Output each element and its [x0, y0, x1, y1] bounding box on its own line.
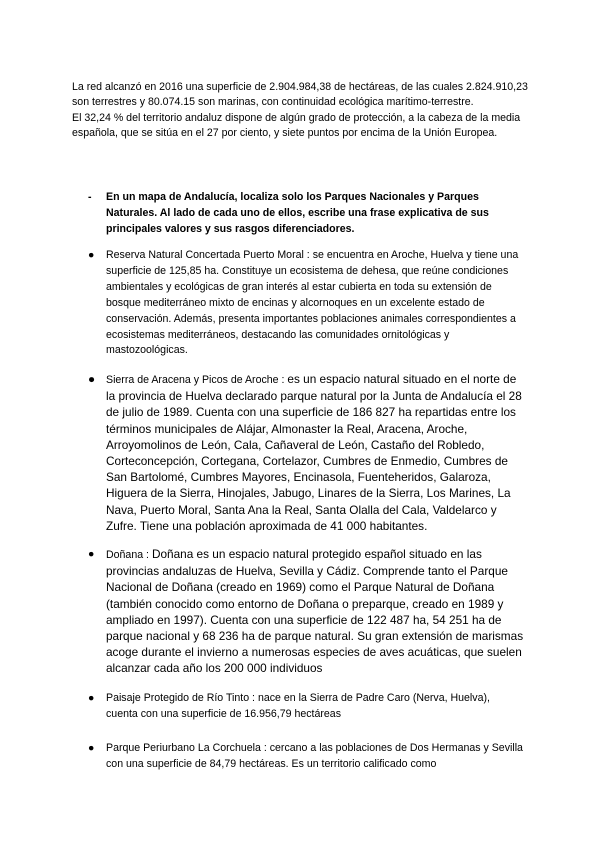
task-instruction [88, 190, 528, 237]
list-item-separator: : [278, 374, 288, 386]
list-item-name: Parque Periurbano La Corchuela [106, 742, 261, 754]
list-item-separator: : [143, 549, 152, 561]
list-item-text: se encuentra en Aroche, Huelva y tiene una superficie de 125,85 ha. Constituye un ecosistema de dehesa, que reúne condiciones ambientales y ecológicas de gran interés al estar cubierta en toda su extensión de bosque mediterráneo mixto de encinas y alcornoques en un excelente estado de conservación. Además, presenta importantes poblaciones animales correspondientes a ecosistemas mediterráneos, destacando las comunidades ornitológicas y mastozoológicas. [106, 249, 519, 357]
list-item-content [106, 371, 524, 534]
dash-marker: - [88, 191, 92, 203]
task-text: En un mapa de Andalucía, localiza solo los Parques Nacionales y Parques Naturales. Al lado de cada uno de ellos, escribe una frase explicativa de sus principales valores y sus rasgos diferenciadores. [106, 191, 489, 235]
list-item-puerto-moral [88, 248, 524, 359]
list-item-rio-tinto [88, 691, 524, 723]
bullet-icon: ● [88, 249, 95, 261]
list-item-separator: : [303, 249, 313, 261]
list-item-separator: : [260, 742, 270, 754]
intro-paragraph-network: La red alcanzó en 2016 una superficie de 2.904.984,38 de hectáreas, de las cuales 2.824.910,23 son terrestres y 80.074.15 son marinas, con continuidad ecológica marítimo-terrestre. [72, 81, 528, 109]
list-item-text: Doñana es un espacio natural protegido español situado en las provincias andaluzas de Huelva, Sevilla y Cádiz. Comprende tanto el Parque Nacional de Doñana (creado en 1969) como el Parque Natural de Doñana (también conocido como entorno de Doñana o preparque, creado en 1989 y ampliado en 1997). Cuenta con una superficie de 122 487 ha, 54 251 ha de parque nacional y 68 236 ha de parque natural. Su gran extensión de marismas acoge durante el invierno a numerosas especies de aves acuáticas, que suelen alcanzar cada año los 200 000 individuos [106, 547, 524, 676]
list-item-separator: : [249, 692, 258, 704]
intro-paragraph-protection: El 32,24 % del territorio andaluz dispone de algún grado de protección, a la cabeza de la media española, que se sitúa en el 27 por ciento, y siete puntos por encima de la Unión Europea. [72, 111, 521, 140]
list-item-name: Sierra de Aracena y Picos de Aroche [106, 374, 279, 386]
bullet-icon: ● [88, 548, 95, 560]
list-item-content [106, 741, 524, 773]
list-item-content [106, 691, 524, 723]
list-item-name: Doñana [106, 549, 144, 561]
list-item-name: Reserva Natural Concertada Puerto Moral [106, 249, 304, 261]
list-item-content [106, 546, 524, 677]
list-item-text: es un espacio natural situado en el norte de la provincia de Huelva declarado parque natural por la Junta de Andalucía el 28 de julio de 1989. Cuenta con una superficie de 186 827 ha repartidas entre los términos municipales de Alájar, Almonaster la Real, Aracena, Aroche, Arroyomolinos de León, Cala, Cañaveral de León, Castaño del Robledo, Corteconcepción, Cortegana, Cortelazor, Cumbres de Enmedio, Cumbres de San Bartolomé, Cumbres Mayores, Encinasola, Fuenteheridos, Galaroza, Higuera de la Sierra, Hinojales, Jabugo, Linares de la Sierra, Los Marines, La Nava, Puerto Moral, Santa Ana la Real, Santa Olalla del Cala, Valdelarco y Zufre. Tiene una población aproximada de 41 000 habitantes. [106, 372, 522, 533]
bullet-icon: ● [88, 692, 95, 704]
list-item-content [106, 248, 524, 359]
bullet-icon: ● [88, 372, 96, 386]
bullet-icon: ● [88, 742, 95, 754]
list-item-name: Paisaje Protegido de Río Tinto [106, 692, 250, 704]
list-item-la-corchuela [88, 741, 524, 773]
intro-section [72, 80, 542, 142]
list-item-text: cercano a las poblaciones de Dos Hermanas y Sevilla con una superficie de 84,79 hectáreas. Es un territorio calificado como [106, 742, 523, 770]
list-item-donana [88, 546, 524, 677]
list-item-text: nace en la Sierra de Padre Caro (Nerva, Huelva), cuenta con una superficie de 16.956,79 hectáreas [106, 692, 490, 720]
list-item-sierra-aracena [88, 371, 524, 534]
